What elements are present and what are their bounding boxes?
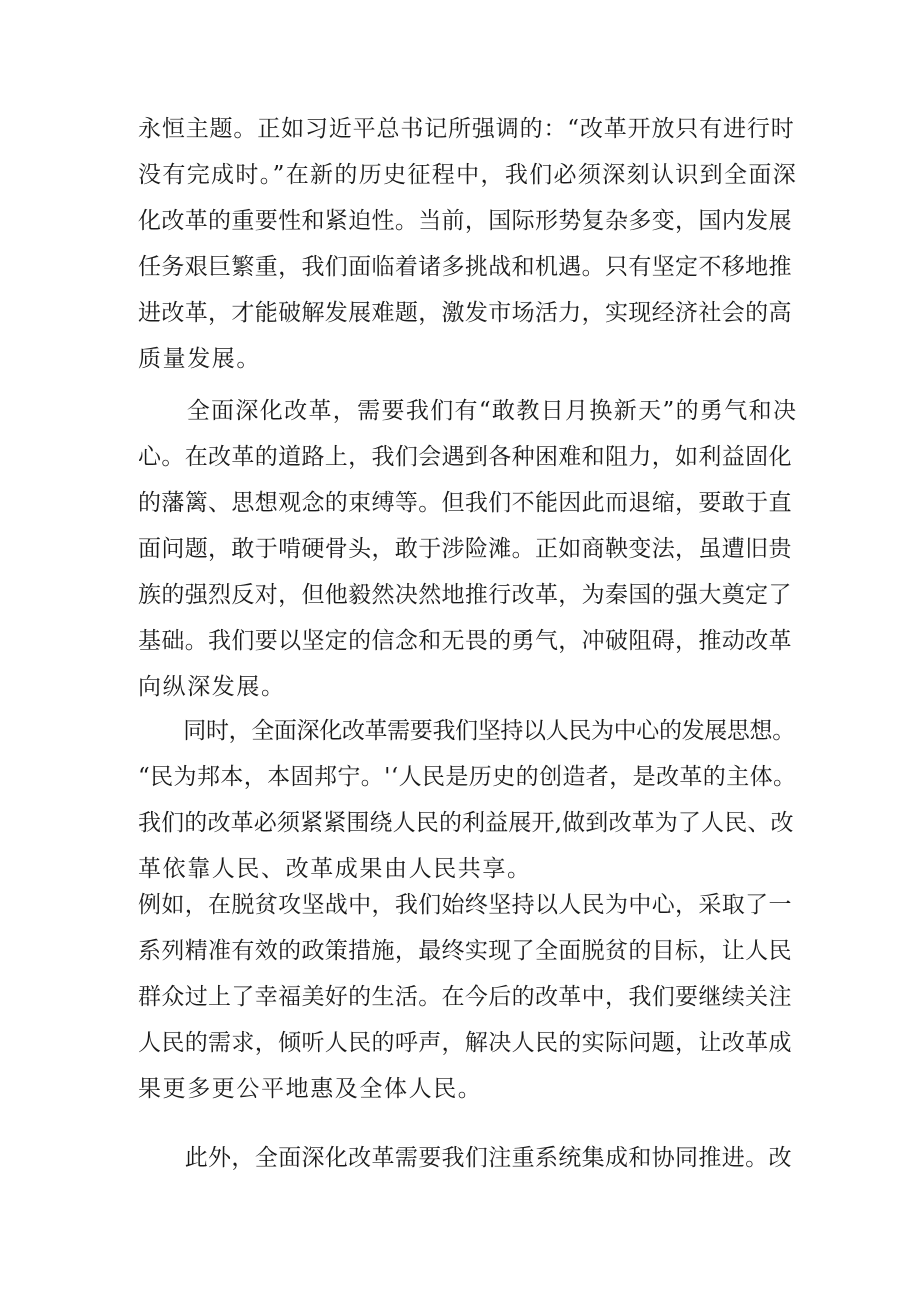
- text-line: 群众过上了幸福美好的生活。在今后的改革中，我们要继续关注: [138, 984, 792, 1010]
- text-line: 进改革，才能破解发展难题，激发市场活力，实现经济社会的高: [138, 300, 792, 326]
- text-line: 永恒主题。正如习近平总书记所强调的：“改革开放只有进行时: [138, 116, 795, 142]
- paragraph-5: [138, 1135, 792, 1181]
- text-line: 系列精准有效的政策措施，最终实现了全面脱贫的目标，让人民: [138, 938, 792, 964]
- text-line: 质量发展。: [138, 346, 261, 372]
- text-line: 例如，在脱贫攻坚战中，我们始终坚持以人民为中心，采取了一: [138, 892, 792, 918]
- paragraph-1: [138, 106, 798, 382]
- text-line: “民为邦本，本固邦宁。'‘人民是历史的创造者，是改革的主体。: [138, 764, 797, 790]
- text-line: 面问题，敢于啃硬骨头，敢于涉险滩。正如商鞅变法，虽遭旧贵: [138, 536, 792, 562]
- text-line: 的藩篱、思想观念的束缚等。但我们不能因此而退缩，要敢于直: [138, 490, 792, 516]
- text-line: 革依靠人民、改革成果由人民共享。: [138, 856, 532, 882]
- text-line: 没有完成时。”在新的历史征程中，我们必须深刻认识到全面深: [138, 162, 798, 188]
- paragraph-4: [138, 882, 792, 1112]
- text-line: 同时，全面深化改革需要我们坚持以人民为中心的发展思想。: [138, 718, 795, 744]
- text-line: 我们的改革必须紧紧围绕人民的利益展开,做到改革为了人民、改: [138, 810, 794, 836]
- text-line: 基础。我们要以坚定的信念和无畏的勇气，冲破阻碍，推动改革: [138, 628, 792, 654]
- text-line: 果更多更公平地惠及全体人民。: [138, 1076, 483, 1102]
- text-line: 化改革的重要性和紧迫性。当前，国际形势复杂多变，国内发展: [138, 208, 792, 234]
- text-line: 向纵深发展。: [138, 674, 286, 700]
- text-line: 此外，全面深化改革需要我们注重系统集成和协同推进。改: [138, 1145, 792, 1171]
- paragraph-3: [138, 708, 797, 892]
- text-line: 全面深化改革，需要我们有“敢教日月换新天”的勇气和决: [138, 398, 798, 424]
- text-line: 心。在改革的道路上，我们会遇到各种困难和阻力，如利益固化: [138, 444, 792, 470]
- text-line: 人民的需求，倾听人民的呼声，解决人民的实际问题，让改革成: [138, 1030, 792, 1056]
- text-line: 任务艰巨繁重，我们面临着诸多挑战和机遇。只有坚定不移地推: [138, 254, 792, 280]
- paragraph-2: [138, 388, 798, 710]
- text-line: 族的强烈反对，但他毅然决然地推行改革，为秦国的强大奠定了: [138, 582, 792, 608]
